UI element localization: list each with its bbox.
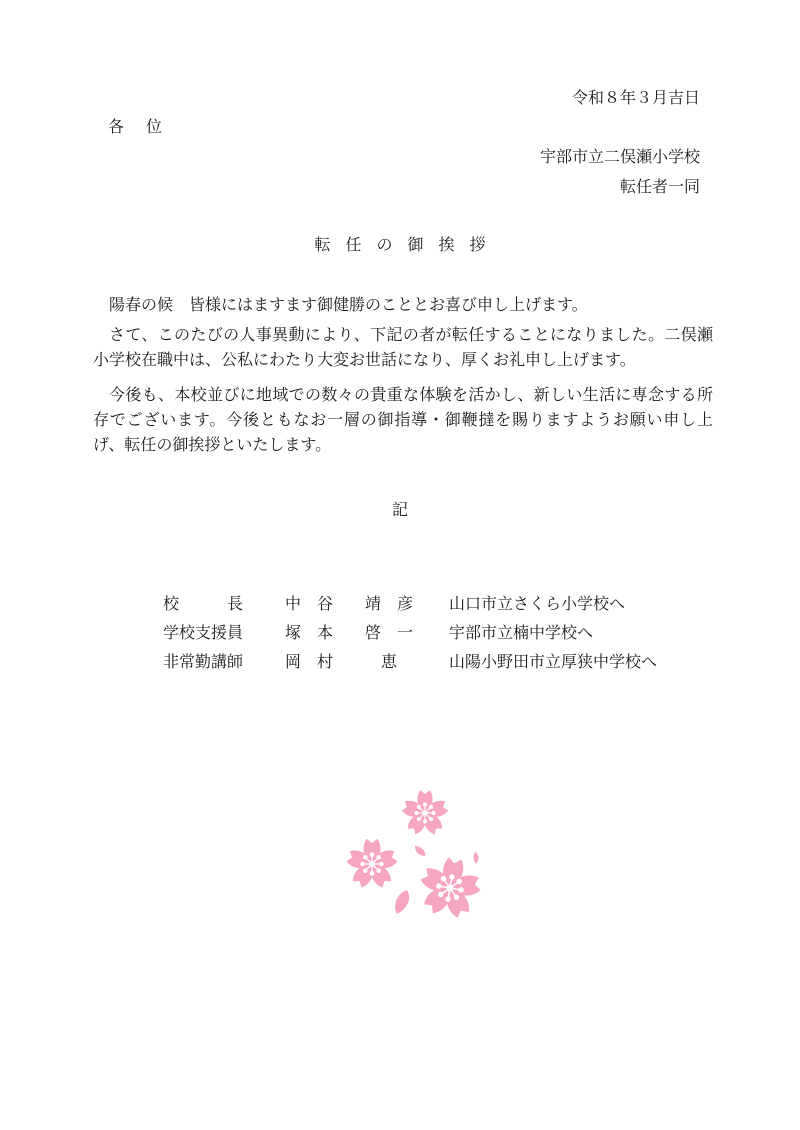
staff-name: 塚 本 啓 一 [285, 623, 414, 642]
addressee: 各位 [108, 117, 185, 136]
table-row [163, 617, 657, 646]
greeting-paragraph: 陽春の候 皆様にはますます御健勝のこととお喜び申し上げます。 [109, 295, 588, 314]
blossom-top [401, 790, 449, 836]
staff-destination: 宇部市立楠中学校へ [449, 623, 594, 642]
falling-petal [474, 852, 479, 864]
sender-group: 転任者一同 [619, 177, 700, 196]
staff-transfer-table [163, 588, 657, 675]
announcement-paragraph: さて、このたびの人事異動により、下記の者が転任することになりました。二俣瀬小学校在職中は、公私にわたり大変お世話になり、厚くお礼申し上げます。 [93, 325, 713, 369]
table-row [163, 588, 657, 617]
staff-destination: 山陽小野田市立厚狭中学校へ [449, 652, 658, 671]
blossom-right [414, 853, 487, 923]
falling-petal [415, 846, 425, 856]
closing-paragraph: 今後も、本校並びに地域での数々の貴重な体験を活かし、新しい生活に専念する所存でございます。今後ともなお一層の御指導・御鞭撻を賜りますようお願い申し上げ、転任の御挨拶といたします。 [93, 385, 713, 454]
staff-position: 校 長 [163, 594, 244, 613]
staff-position: 非常勤講師 [163, 652, 244, 671]
ki-heading: 記 [391, 500, 408, 519]
table-row [163, 646, 657, 675]
staff-destination: 山口市立さくら小学校へ [449, 594, 626, 613]
staff-name: 中 谷 靖 彦 [285, 594, 414, 613]
cherry-blossom-icon [335, 780, 495, 930]
falling-petal [395, 890, 409, 914]
staff-position: 学校支援員 [163, 623, 244, 642]
blossom-left [345, 839, 398, 890]
sender-organization: 宇部市立二俣瀬小学校 [539, 147, 700, 166]
document-title: 転任の御挨拶 [314, 235, 501, 254]
staff-name: 岡 村 恵 [285, 652, 398, 671]
document-date: 令和８年３月吉日 [571, 88, 700, 107]
